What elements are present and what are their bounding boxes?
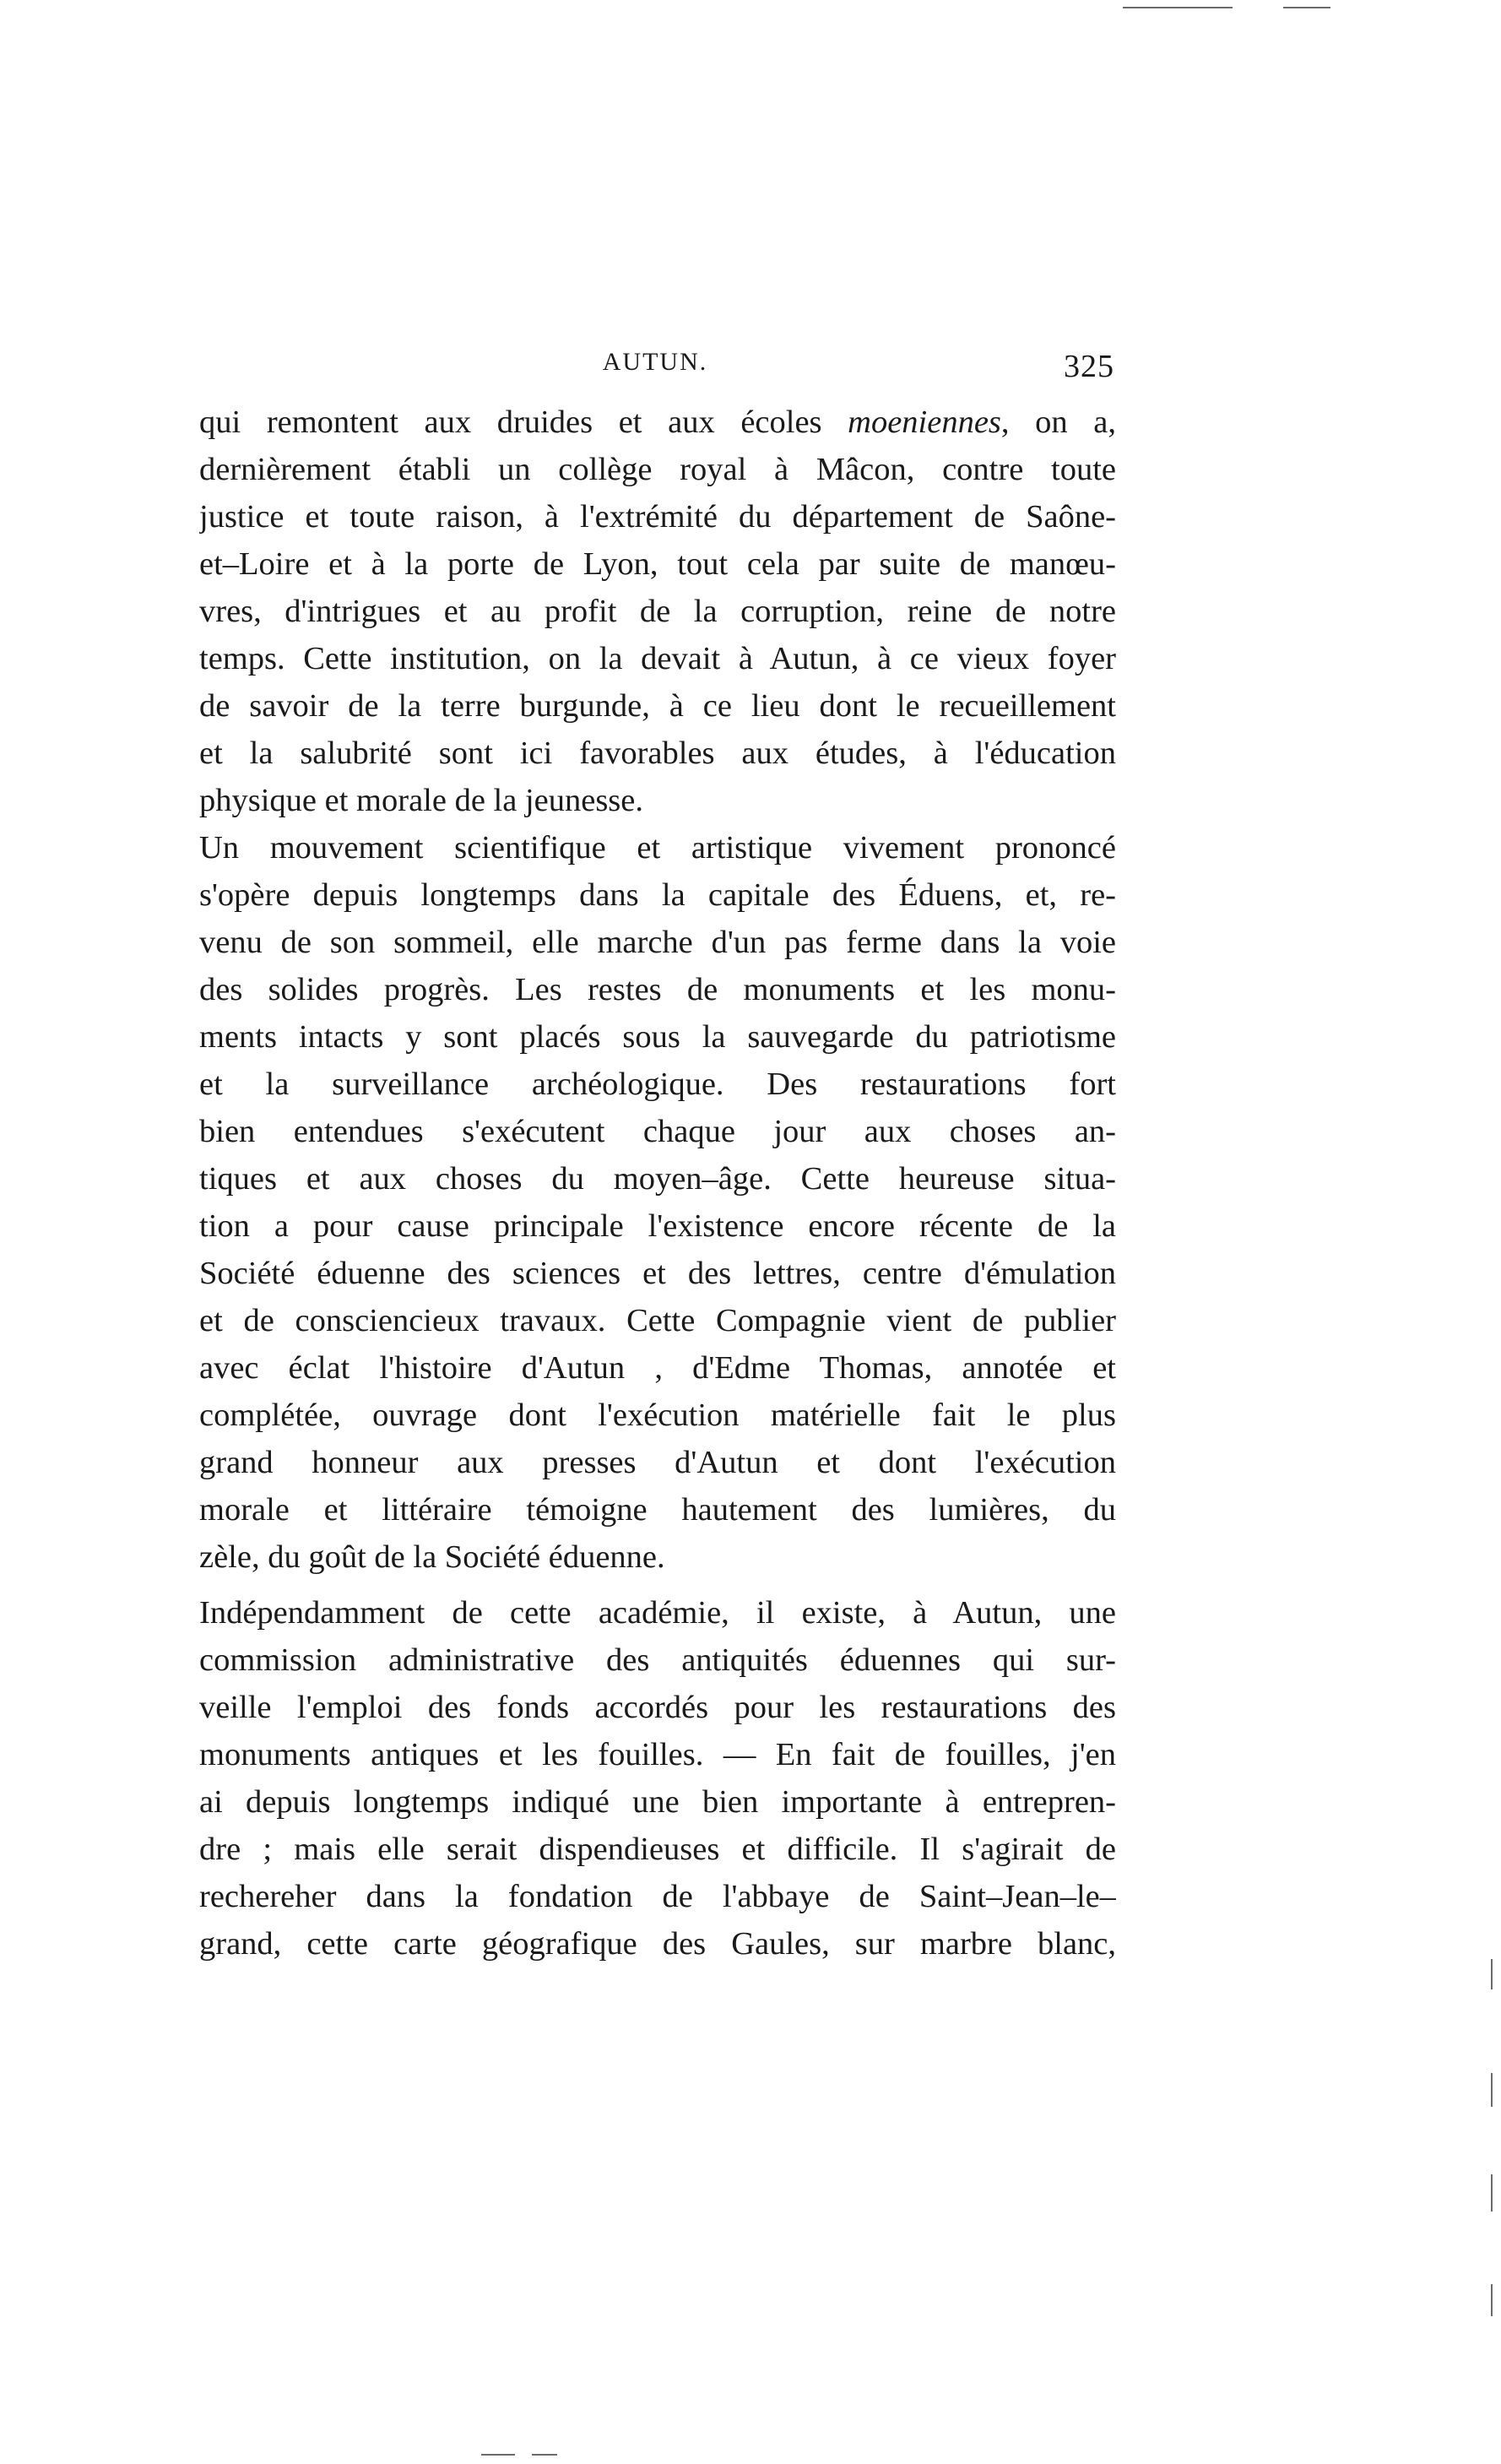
text-line: tion a pour cause principale l'existence encore récente de la: [199, 1208, 1116, 1244]
text-line: venu de son sommeil, elle marche d'un pas ferme dans la voie: [199, 925, 1116, 960]
scan-mark-bottom: [481, 2454, 515, 2456]
text-line: grand honneur aux presses d'Autun et dont l'exécution: [199, 1445, 1116, 1480]
scan-mark-edge: [1491, 2284, 1493, 2316]
text-line: monuments antiques et les fouilles. — En fait de fouilles, j'en: [199, 1737, 1116, 1772]
text-line: commission administrative des antiquités éduennes qui sur-: [199, 1642, 1116, 1678]
text-line: veille l'emploi des fonds accordés pour les restaurations des: [199, 1690, 1116, 1725]
text-line: bien entendues s'exécutent chaque jour aux choses an-: [199, 1114, 1116, 1149]
text-line: dre ; mais elle serait dispendieuses et difficile. Il s'agirait de: [199, 1832, 1116, 1867]
paragraph-start-line: Indépendamment de cette académie, il existe, à Autun, une: [199, 1595, 1116, 1631]
text-line: des solides progrès. Les restes de monuments et les monu-: [199, 972, 1116, 1007]
text-line: et–Loire et à la porte de Lyon, tout cela par suite de manœu-: [199, 546, 1116, 582]
text-line: ai depuis longtemps indiqué une bien importante à entrepren-: [199, 1784, 1116, 1820]
scan-mark-top: [1123, 7, 1233, 8]
scan-mark-top: [1283, 7, 1330, 8]
scan-mark-edge: [1491, 1959, 1493, 1989]
scan-mark-bottom: [532, 2454, 557, 2456]
scan-mark-edge: [1491, 2073, 1493, 2107]
text-line: Société éduenne des sciences et des lettres, centre d'émulation: [199, 1256, 1116, 1291]
text-line: avec éclat l'histoire d'Autun , d'Edme Thomas, annotée et: [199, 1350, 1116, 1386]
text-line: qui remontent aux druides et aux écoles moeniennes, on a,: [199, 404, 1116, 440]
text-line: grand, cette carte géografique des Gaules, sur marbre blanc,: [199, 1926, 1116, 1962]
body-text: [199, 399, 1116, 1967]
emphasis: moeniennes: [848, 404, 1001, 440]
text-line: tiques et aux choses du moyen–âge. Cette heureuse situa-: [199, 1161, 1116, 1197]
text-line: physique et morale de la jeunesse.: [199, 783, 643, 818]
text-line: temps. Cette institution, on la devait à Autun, à ce vieux foyer: [199, 641, 1116, 676]
text-line: et de consciencieux travaux. Cette Compagnie vient de publier: [199, 1303, 1116, 1338]
text-line: et la salubrité sont ici favorables aux études, à l'éducation: [199, 735, 1116, 771]
text-line: de savoir de la terre burgunde, à ce lieu dont le recueillement: [199, 688, 1116, 724]
text-line: morale et littéraire témoigne hautement des lumières, du: [199, 1492, 1116, 1528]
text-line: vres, d'intrigues et au profit de la corruption, reine de notre: [199, 594, 1116, 629]
text-line: dernièrement établi un collège royal à Mâcon, contre toute: [199, 452, 1116, 487]
text-line: ments intacts y sont placés sous la sauvegarde du patriotisme: [199, 1019, 1116, 1055]
text-line: justice et toute raison, à l'extrémité du département de Saône-: [199, 499, 1116, 535]
running-head: [196, 348, 1114, 390]
paragraph-start-line: Un mouvement scientifique et artistique vivement prononcé: [199, 830, 1116, 866]
scan-mark-edge: [1491, 2174, 1493, 2212]
text-line: et la surveillance archéologique. Des restaurations fort: [199, 1066, 1116, 1102]
page-number: 325: [1064, 349, 1114, 384]
text-line: zèle, du goût de la Société éduenne.: [199, 1539, 665, 1575]
text-line: rechereher dans la fondation de l'abbaye de Saint–Jean–le–: [199, 1879, 1116, 1914]
text-line: s'opère depuis longtemps dans la capitale des Éduens, et, re-: [199, 877, 1116, 913]
running-title: AUTUN.: [602, 348, 708, 376]
text-line: complétée, ouvrage dont l'exécution matérielle fait le plus: [199, 1398, 1116, 1433]
